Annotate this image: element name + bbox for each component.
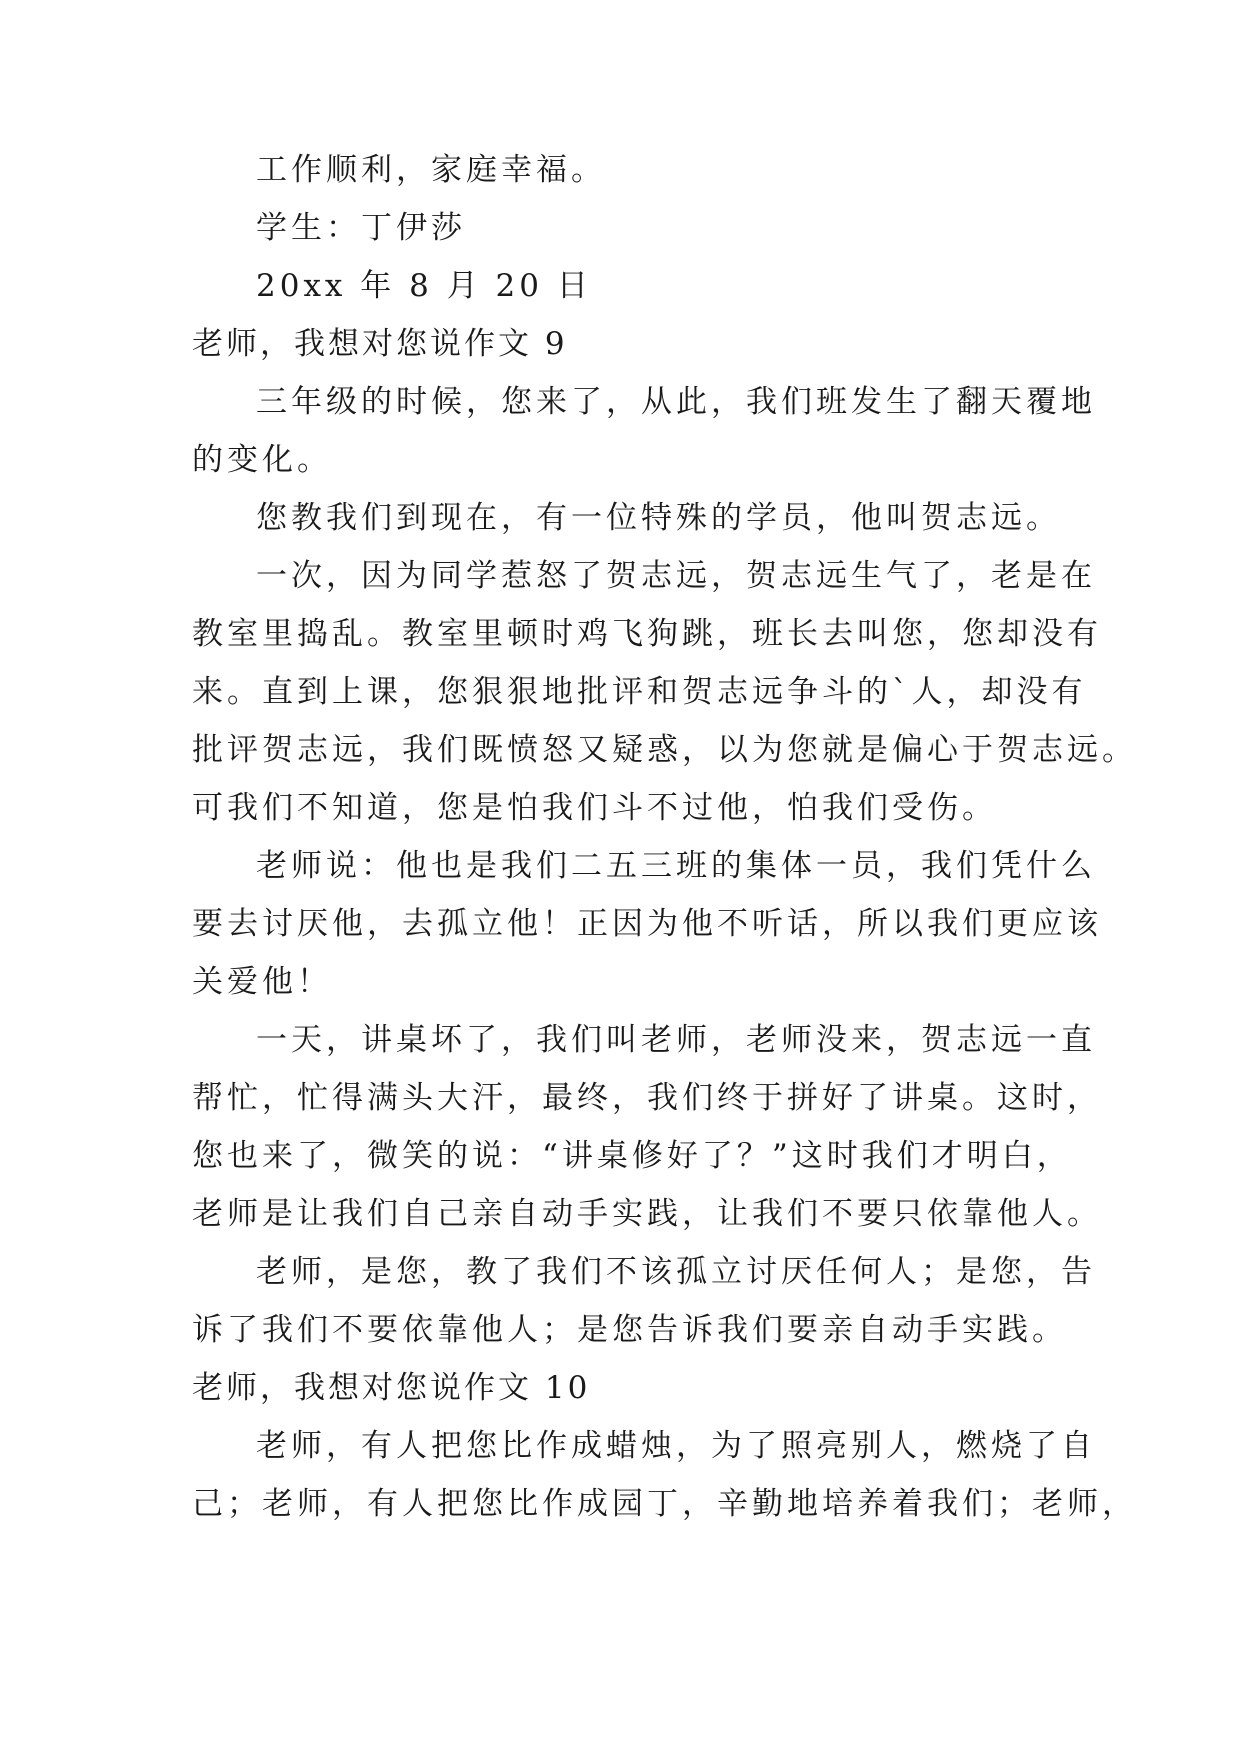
paragraph-line: 您教我们到现在，有一位特殊的学员，他叫贺志远。 — [256, 500, 1061, 536]
paragraph-line: 批评贺志远，我们既愤怒又疑惑，以为您就是偏心于贺志远。 — [192, 732, 1137, 768]
paragraph-line: 的变化。 — [192, 442, 332, 478]
paragraph-line: 老师说：他也是我们二五三班的集体一员，我们凭什么 — [256, 848, 1096, 884]
paragraph-line: 老师是让我们自己亲自动手实践，让我们不要只依靠他人。 — [192, 1196, 1102, 1232]
paragraph-line: 三年级的时候，您来了，从此，我们班发生了翻天覆地 — [256, 384, 1096, 420]
essay-heading-10: 老师，我想对您说作文 10 — [192, 1370, 591, 1406]
paragraph-line: 老师，有人把您比作成蜡烛，为了照亮别人，燃烧了自 — [256, 1428, 1096, 1464]
paragraph-line: 关爱他！ — [192, 964, 332, 1000]
paragraph-line: 要去讨厌他，去孤立他！正因为他不听话，所以我们更应该 — [192, 906, 1102, 942]
date-line: 20xx 年 8 月 20 日 — [256, 268, 592, 304]
paragraph-line: 来。直到上课，您狠狠地批评和贺志远争斗的`人，却没有 — [192, 674, 1087, 710]
essay-heading-9: 老师，我想对您说作文 9 — [192, 326, 568, 362]
paragraph-line: 教室里捣乱。教室里顿时鸡飞狗跳，班长去叫您，您却没有 — [192, 616, 1102, 652]
paragraph-line: 一次，因为同学惹怒了贺志远，贺志远生气了，老是在 — [256, 558, 1096, 594]
closing-line: 工作顺利，家庭幸福。 — [256, 152, 606, 188]
paragraph-line: 您也来了，微笑的说：“讲桌修好了？”这时我们才明白， — [192, 1138, 1072, 1174]
paragraph-line: 己；老师，有人把您比作成园丁，辛勤地培养着我们；老师， — [192, 1486, 1137, 1522]
paragraph-line: 一天，讲桌坏了，我们叫老师，老师没来，贺志远一直 — [256, 1022, 1096, 1058]
paragraph-line: 诉了我们不要依靠他人；是您告诉我们要亲自动手实践。 — [192, 1312, 1067, 1348]
paragraph-line: 可我们不知道，您是怕我们斗不过他，怕我们受伤。 — [192, 790, 997, 826]
paragraph-line: 老师，是您，教了我们不该孤立讨厌任何人；是您，告 — [256, 1254, 1096, 1290]
paragraph-line: 帮忙，忙得满头大汗，最终，我们终于拼好了讲桌。这时， — [192, 1080, 1102, 1116]
signature-line: 学生：丁伊莎 — [256, 210, 466, 246]
